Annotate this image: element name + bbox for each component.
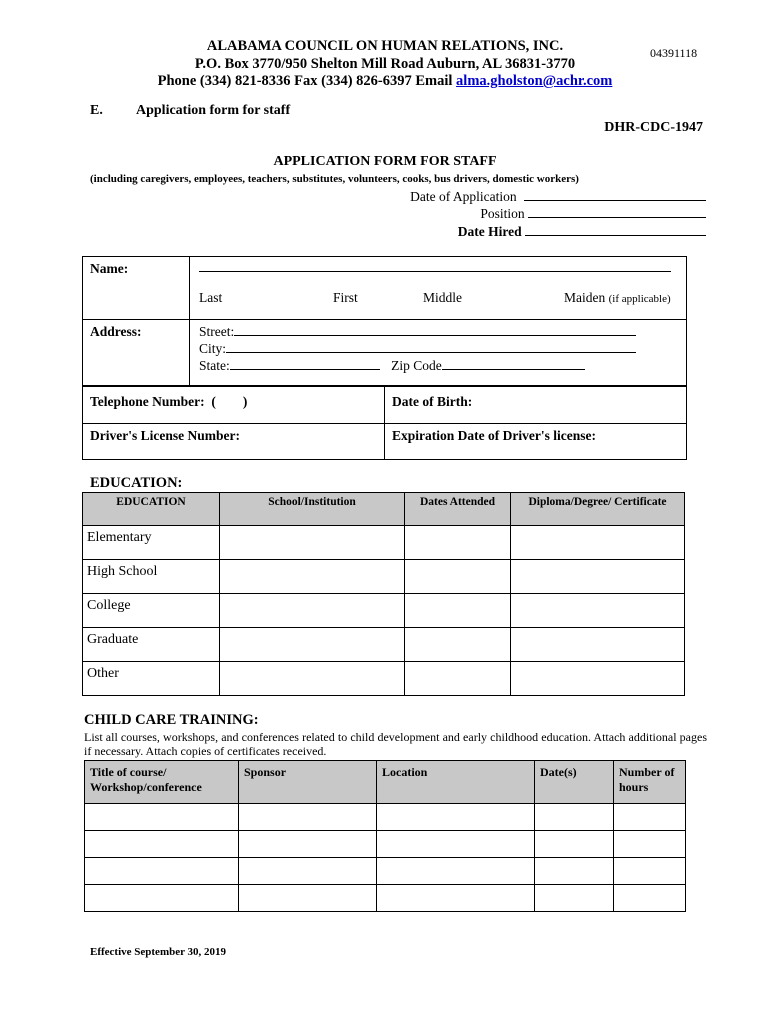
- maiden-note: (if applicable): [608, 293, 671, 305]
- position-label: Position: [480, 206, 525, 221]
- table-row: [85, 804, 686, 831]
- education-level: High School: [83, 560, 220, 594]
- hours-cell[interactable]: [614, 885, 686, 912]
- table-row: [85, 858, 686, 885]
- diploma-cell[interactable]: [511, 526, 685, 560]
- dates-cell[interactable]: [535, 858, 614, 885]
- city-label: City:: [199, 341, 227, 356]
- email-link[interactable]: alma.gholston@achr.com: [456, 73, 613, 89]
- education-col-header: EDUCATION: [83, 493, 220, 526]
- education-col-header: Dates Attended: [405, 493, 511, 526]
- dates-cell[interactable]: [405, 560, 511, 594]
- form-title: APPLICATION FORM FOR STAFF: [273, 154, 497, 169]
- middle-label: Middle: [423, 290, 462, 305]
- zip-label: Zip Code: [391, 358, 442, 373]
- street-row: [199, 324, 636, 340]
- table-row: [83, 526, 685, 560]
- diploma-cell[interactable]: [511, 662, 685, 696]
- maiden-label: [564, 290, 671, 306]
- dates-cell[interactable]: [405, 662, 511, 696]
- training-instructions: List all courses, workshops, and conferences related to child development and early childhood education. Attach additional pages if necessary. Attach copies of certificates received.: [84, 730, 707, 758]
- dob-label[interactable]: Date of Birth:: [392, 394, 473, 409]
- training-col-header: Sponsor: [239, 761, 377, 804]
- license-exp-label[interactable]: Expiration Date of Driver's license:: [392, 428, 596, 443]
- school-cell[interactable]: [220, 662, 405, 696]
- education-level: College: [83, 594, 220, 628]
- diploma-cell[interactable]: [511, 628, 685, 662]
- education-heading: EDUCATION:: [90, 475, 183, 491]
- education-col-header: Diploma/Degree/ Certificate: [511, 493, 685, 526]
- state-row: [199, 358, 585, 374]
- street-field[interactable]: [234, 335, 636, 336]
- first-label: First: [333, 290, 358, 305]
- training-col-header: Number of hours: [614, 761, 686, 804]
- school-cell[interactable]: [220, 526, 405, 560]
- training-table: [84, 760, 686, 912]
- contact-box: [82, 386, 687, 460]
- course-cell[interactable]: [85, 885, 239, 912]
- course-cell[interactable]: [85, 831, 239, 858]
- form-subtitle: (including caregivers, employees, teachers, substitutes, volunteers, cooks, bus drivers, domestic workers): [90, 173, 579, 185]
- state-field[interactable]: [230, 369, 380, 370]
- date-hired-row: [300, 224, 706, 240]
- dates-cell[interactable]: [405, 628, 511, 662]
- position-field[interactable]: [528, 217, 706, 218]
- training-col-header: Location: [377, 761, 535, 804]
- org-address: P.O. Box 3770/950 Shelton Mill Road Auburn, AL 36831-3770: [194, 56, 576, 72]
- doc-number: 04391118: [650, 46, 698, 60]
- date-hired-label: Date Hired: [457, 224, 522, 239]
- education-level: Graduate: [83, 628, 220, 662]
- location-cell[interactable]: [377, 858, 535, 885]
- date-hired-field[interactable]: [525, 235, 706, 236]
- school-cell[interactable]: [220, 594, 405, 628]
- location-cell[interactable]: [377, 831, 535, 858]
- divider: [189, 257, 190, 385]
- school-cell[interactable]: [220, 560, 405, 594]
- state-label: State:: [199, 358, 230, 373]
- last-label: Last: [199, 290, 223, 305]
- location-cell[interactable]: [377, 804, 535, 831]
- school-cell[interactable]: [220, 628, 405, 662]
- maiden-text: Maiden: [564, 290, 606, 305]
- course-cell[interactable]: [85, 804, 239, 831]
- name-field[interactable]: [199, 271, 671, 272]
- sponsor-cell[interactable]: [239, 885, 377, 912]
- table-row: [83, 594, 685, 628]
- education-level: Elementary: [83, 526, 220, 560]
- license-label[interactable]: Driver's License Number:: [90, 428, 240, 443]
- diploma-cell[interactable]: [511, 594, 685, 628]
- section-title: Application form for staff: [136, 103, 291, 118]
- education-header-row: [83, 493, 685, 526]
- table-row: [85, 885, 686, 912]
- course-cell[interactable]: [85, 858, 239, 885]
- divider: [83, 319, 686, 320]
- hours-cell[interactable]: [614, 831, 686, 858]
- name-label: Name:: [90, 261, 129, 276]
- dates-cell[interactable]: [405, 594, 511, 628]
- org-contact: [0, 73, 770, 90]
- form-code: DHR-CDC-1947: [604, 120, 703, 135]
- street-label: Street:: [199, 324, 235, 339]
- hours-cell[interactable]: [614, 804, 686, 831]
- dates-cell[interactable]: [535, 885, 614, 912]
- hours-cell[interactable]: [614, 858, 686, 885]
- dates-cell[interactable]: [405, 526, 511, 560]
- sponsor-cell[interactable]: [239, 858, 377, 885]
- phone-fax: Phone (334) 821-8336 Fax (334) 826-6397 Email: [157, 73, 453, 89]
- date-of-application-field[interactable]: [524, 200, 706, 201]
- date-of-application-label: Date of Application: [410, 189, 517, 204]
- diploma-cell[interactable]: [511, 560, 685, 594]
- position-row: [300, 206, 706, 222]
- table-row: [83, 628, 685, 662]
- city-field[interactable]: [226, 352, 636, 353]
- dates-cell[interactable]: [535, 804, 614, 831]
- training-header-row: [85, 761, 686, 804]
- training-col-header: Title of course/ Workshop/conference: [85, 761, 239, 804]
- zip-field[interactable]: [442, 369, 585, 370]
- telephone-label[interactable]: Telephone Number: ( ): [90, 394, 248, 409]
- city-row: [199, 341, 636, 357]
- dates-cell[interactable]: [535, 831, 614, 858]
- training-col-header: Date(s): [535, 761, 614, 804]
- name-address-box: [82, 256, 687, 386]
- table-row: [83, 662, 685, 696]
- divider: [384, 387, 385, 459]
- location-cell[interactable]: [377, 885, 535, 912]
- effective-date: Effective September 30, 2019: [90, 946, 227, 958]
- table-row: [85, 831, 686, 858]
- section-letter: E.: [90, 103, 103, 118]
- table-row: [83, 560, 685, 594]
- address-label: Address:: [90, 324, 142, 339]
- org-name: ALABAMA COUNCIL ON HUMAN RELATIONS, INC.: [206, 38, 564, 54]
- date-of-application-row: [300, 189, 706, 205]
- training-heading: CHILD CARE TRAINING:: [84, 712, 259, 728]
- education-level: Other: [83, 662, 220, 696]
- sponsor-cell[interactable]: [239, 804, 377, 831]
- education-table: [82, 492, 685, 696]
- education-col-header: School/Institution: [220, 493, 405, 526]
- sponsor-cell[interactable]: [239, 831, 377, 858]
